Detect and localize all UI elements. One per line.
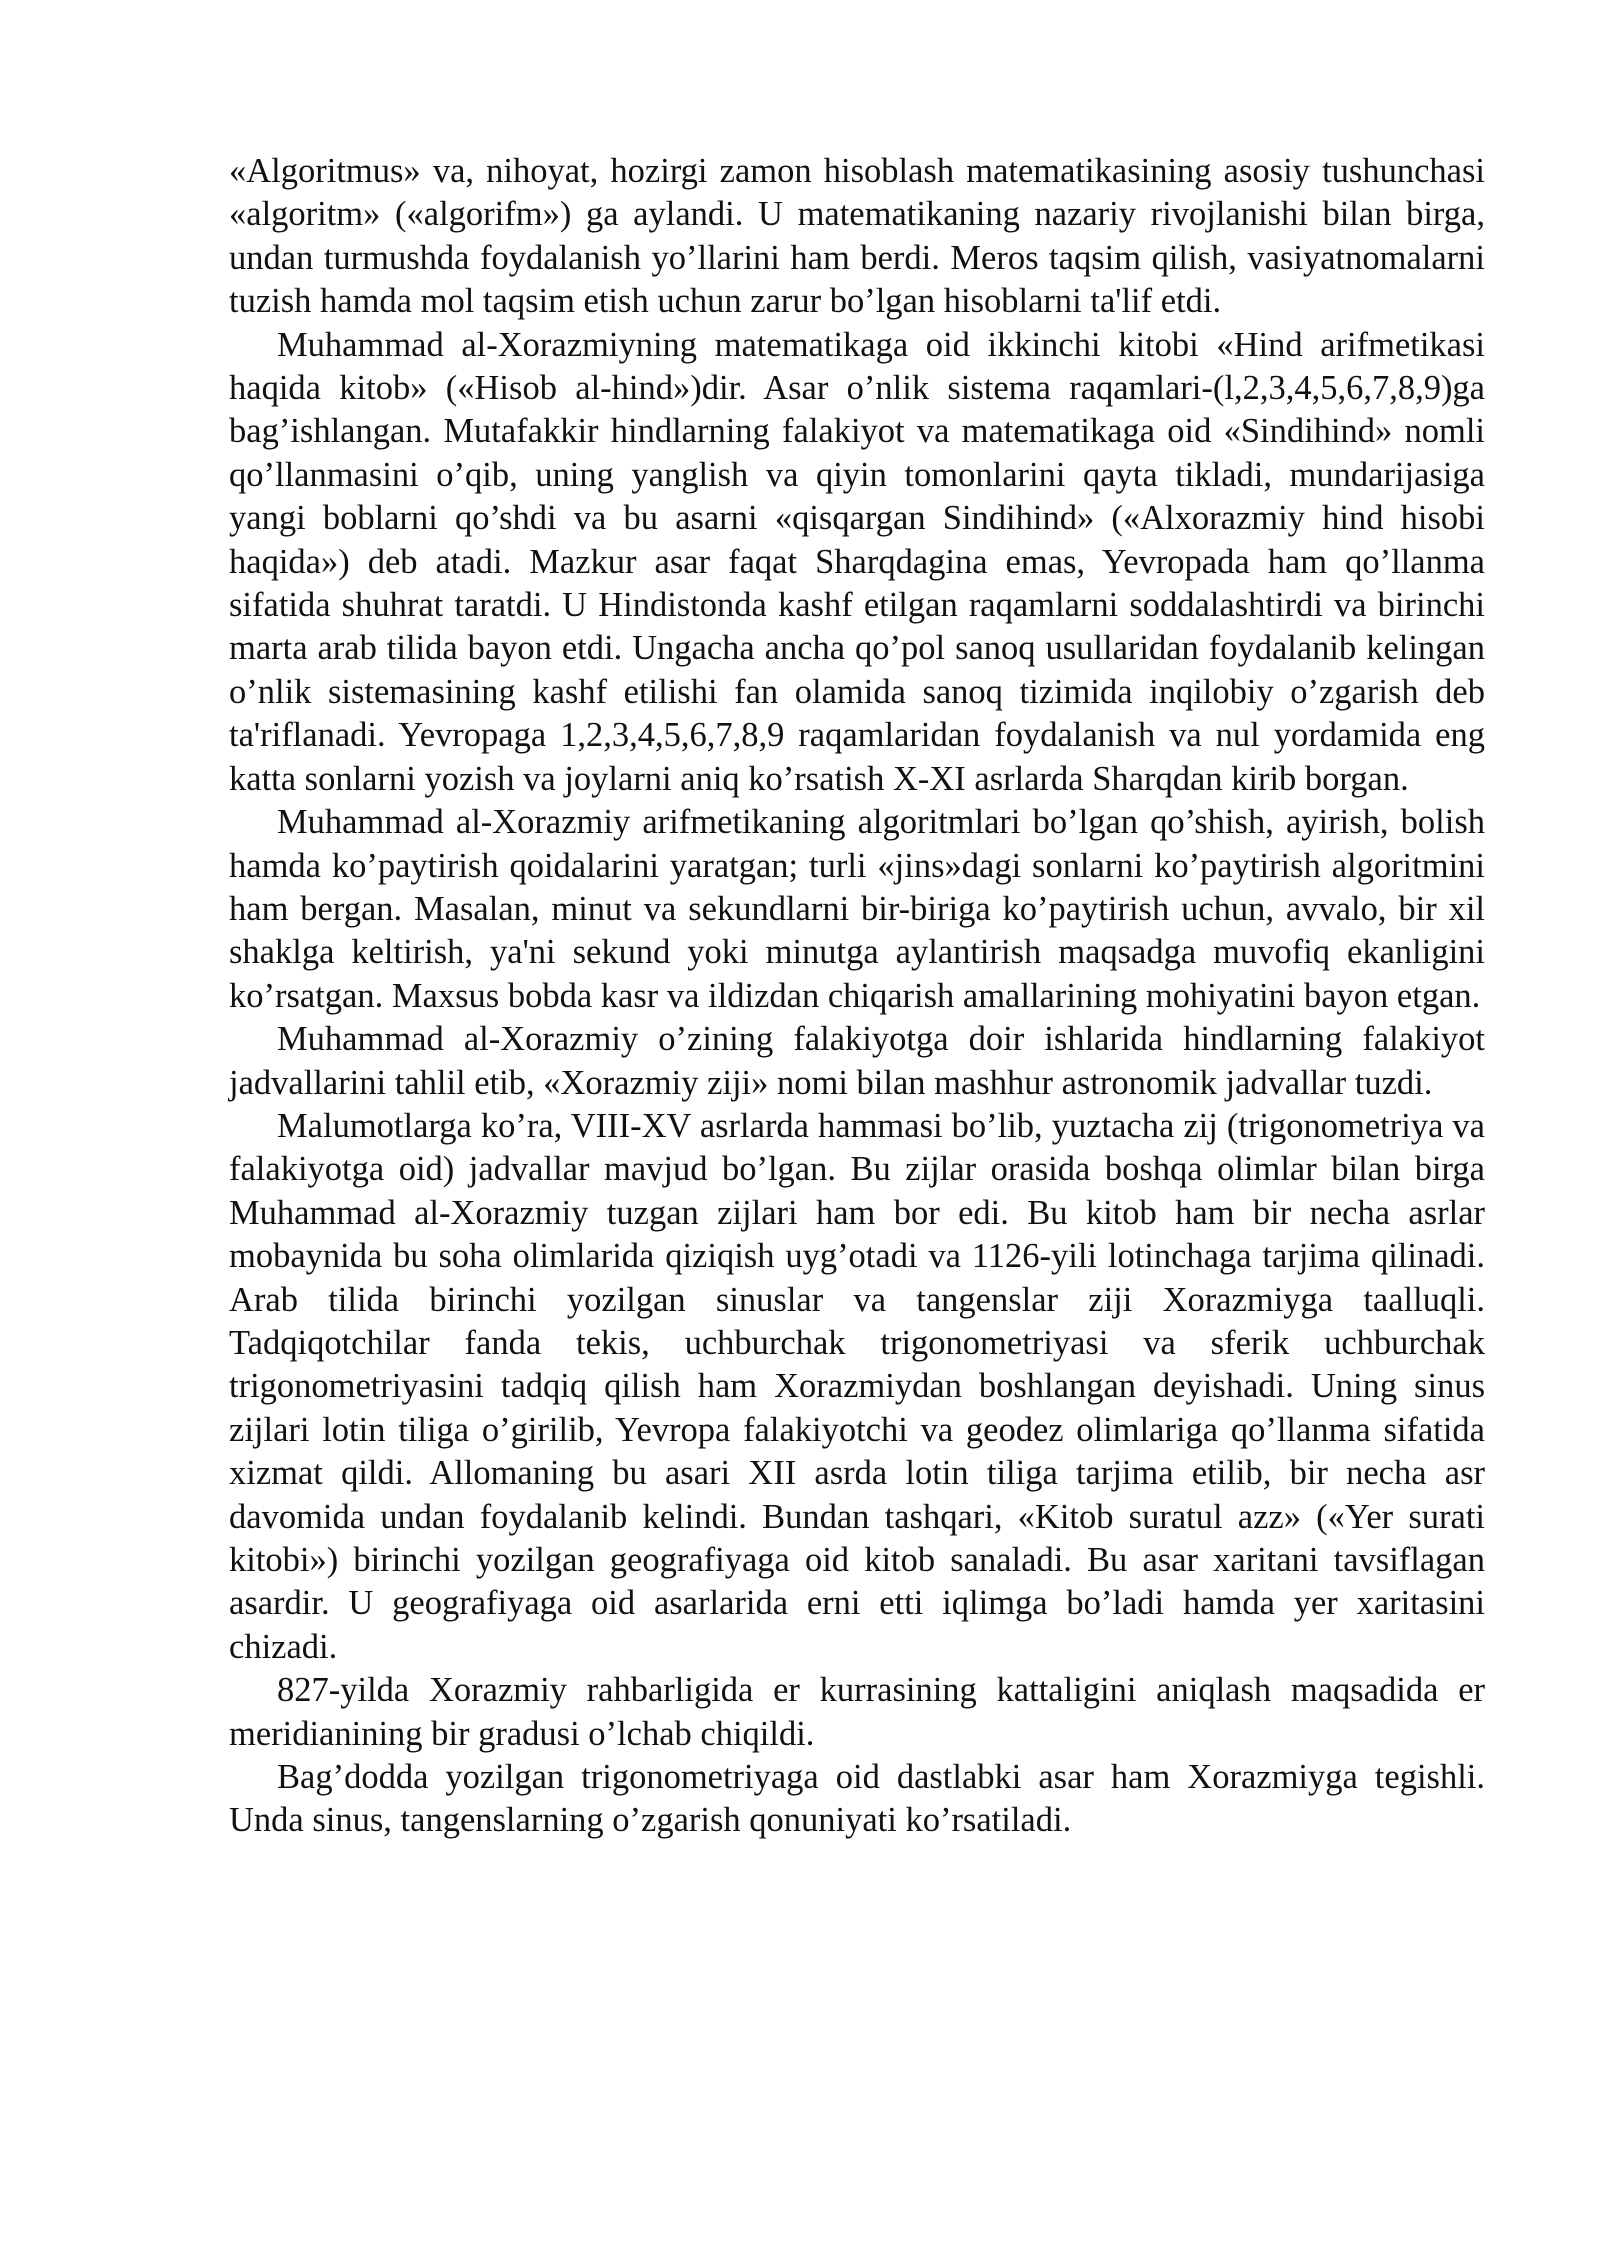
paragraph-astronomy: Muhammad al-Xorazmiy o’zining falakiyotga doir ishlarida hindlarning falakiyot jadvallarini tahlil etib, «Xorazmiy ziji» nomi bilan mashhur astronomik jadvallar tuzdi.: [229, 1020, 1485, 1102]
paragraph-algorithm-term: «Algoritmus» va, nihoyat, hozirgi zamon hisoblash matematikasining asosiy tushunchasi «algoritm» («algorifm») ga aylandi. U matematikaning nazariy rivojlanishi bilan birga, undan turmushda foydalanish yo’llarini ham berdi. Meros taqsim qilish, vasiyatnomalarni tuzish hamda mol taqsim etish uchun zarur bo’lgan hisoblarni ta'lif etdi.: [229, 152, 1485, 321]
paragraph-hind-arithmetic: Muhammad al-Xorazmiyning matematikaga oid ikkinchi kitobi «Hind arifmetikasi haqida kitob» («Hisob al-hind»)dir. Asar o’nlik sistema raqamlari-(l,2,3,4,5,6,7,8,9)ga bag’ishlangan. Mutafakkir hindlarning falakiyot va matematikaga oid «Sindihind» nomli qo’llanmasini o’qib, uning yanglish va qiyin tomonlarini qayta tikladi, mundarijasiga yangi boblarni qo’shdi va bu asarni «qisqargan Sindihind» («Alxorazmiy hind hisobi haqida») deb atadi. Mazkur asar faqat Sharqdagina emas, Yevropada ham qo’llanma sifatida shuhrat taratdi. U Hindistonda kashf etilgan raqamlarni soddalashtirdi va birinchi marta arab tilida bayon etdi. Ungacha ancha qo’pol sanoq usullaridan foydalanib kelingan o’nlik sistemasining kashf etilishi fan olamida sanoq tizimida inqilobiy o’zgarish deb ta'riflanadi. Yevropaga 1,2,3,4,5,6,7,8,9 raqamlaridan foydalanish va nul yordamida eng katta sonlarni yozish va joylarni aniq ko’rsatish X-XI asrlarda Sharqdan kirib borgan.: [229, 325, 1485, 798]
paragraph-meridian-measurement: 827-yilda Xorazmiy rahbarligida er kurrasining kattaligini aniqlash maqsadida er meridianining bir gradusi o’lchab chiqildi.: [229, 1671, 1485, 1753]
document-page: [229, 150, 1485, 1843]
paragraph-trigonometry: Bag’dodda yozilgan trigonometriyaga oid dastlabki asar ham Xorazmiyga tegishli. Unda sinus, tangenslarning o’zgarish qonuniyati ko’rsatiladi.: [229, 1758, 1485, 1840]
paragraph-arithmetic-algorithms: Muhammad al-Xorazmiy arifmetikaning algoritmlari bo’lgan qo’shish, ayirish, bolish hamda ko’paytirish qoidalarini yaratgan; turli «jins»dagi sonlarni ko’paytirish algoritmini ham bergan. Masalan, minut va sekundlarni bir-biriga ko’paytirish uchun, avvalo, bir xil shaklga keltirish, ya'ni sekund yoki minutga aylantirish maqsadga muvofiq ekanligini ko’rsatgan. Maxsus bobda kasr va ildizdan chiqarish amallarining mohiyatini bayon etgan.: [229, 803, 1485, 1015]
paragraph-zij-tables: Malumotlarga ko’ra, VIII-XV asrlarda hammasi bo’lib, yuztacha zij (trigonometriya va falakiyotga oid) jadvallar mavjud bo’lgan. Bu zijlar orasida boshqa olimlar bilan birga Muhammad al-Xorazmiy tuzgan zijlari ham bor edi. Bu kitob ham bir necha asrlar mobaynida bu soha olimlarida qiziqish uyg’otadi va 1126-yili lotinchaga tarjima qilinadi. Arab tilida birinchi yozilgan sinuslar va tangenslar ziji Xorazmiyga taalluqli. Tadqiqotchilar fanda tekis, uchburchak trigonometriyasi va sferik uchburchak trigonometriyasini tadqiq qilish ham Xorazmiydan boshlangan deyishadi. Uning sinus zijlari lotin tiliga o’girilib, Yevropa falakiyotchi va geodez olimlariga qo’llanma sifatida xizmat qildi. Allomaning bu asari XII asrda lotin tiliga tarjima etilib, bir necha asr davomida undan foydalanib kelindi. Bundan tashqari, «Kitob suratul azz» («Yer surati kitobi») birinchi yozilgan geografiyaga oid kitob sanaladi. Bu asar xaritani tavsiflagan asardir. U geografiyaga oid asarlarida erni etti iqlimga bo’ladi hamda yer xaritasini chizadi.: [229, 1106, 1485, 1666]
